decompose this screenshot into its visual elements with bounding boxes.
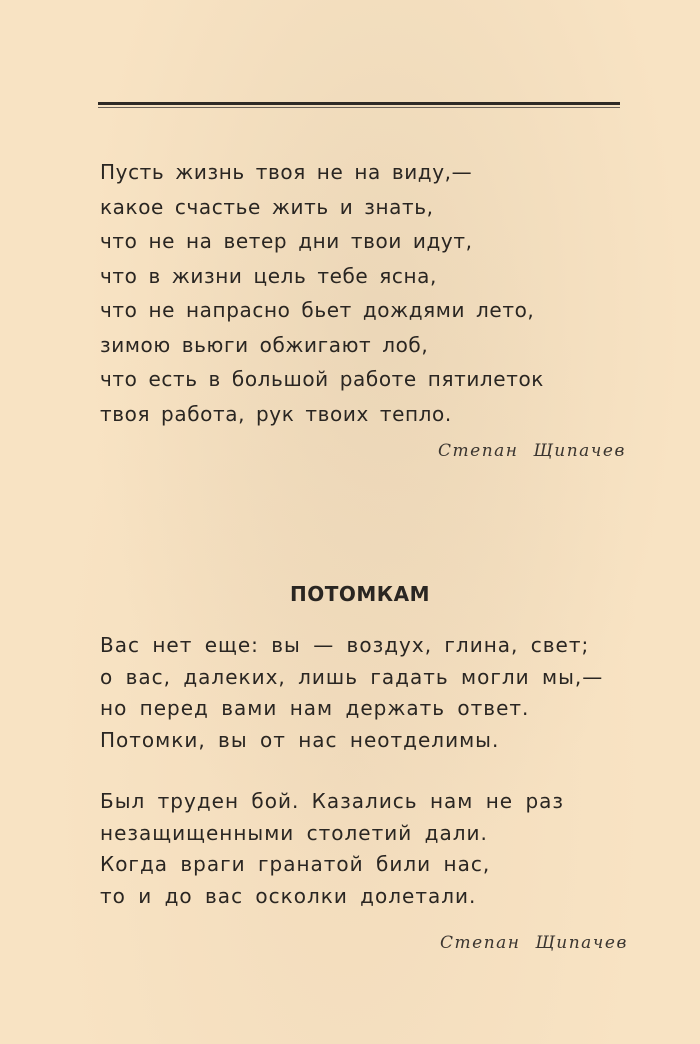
poem-line: что не напрасно бьет дождями лето,: [100, 298, 535, 322]
poem-line: то и до вас осколки долетали.: [100, 883, 477, 908]
poem-line: зимою вьюги обжигают лоб,: [100, 332, 429, 357]
poem-line: что не на ветер дни твои идут,: [100, 229, 473, 253]
author-signature: Степан Щипачев: [438, 441, 626, 461]
poem-2-stanza-2: [100, 786, 564, 912]
poem-line: Потомки, вы от нас неотделимы.: [100, 727, 500, 752]
poem-line: что в жизни цель тебе ясна,: [100, 263, 438, 288]
poem-line: о вас, далеких, лишь гадать могли мы,—: [100, 664, 604, 689]
poem-line: Пусть жизнь твоя не на виду,—: [100, 160, 473, 184]
author-signature: Степан Щипачев: [440, 933, 628, 953]
poem-line: Вас нет еще: вы — воздух, глина, свет;: [100, 633, 590, 657]
poem-line: что есть в большой работе пятилеток: [100, 367, 544, 391]
top-rule: [98, 102, 620, 105]
poem-line: Когда враги гранатой били нас,: [100, 852, 491, 876]
poem-1: [100, 155, 544, 431]
poem-line: какое счастье жить и знать,: [100, 194, 434, 219]
poem-2-stanza-1: [100, 630, 603, 756]
poem-line: Был труден бой. Казались нам не раз: [100, 789, 565, 813]
poem-line: незащищенными столетий дали.: [100, 820, 488, 845]
poem-line: но перед вами нам держать ответ.: [100, 696, 530, 720]
poem-line: твоя работа, рук твоих тепло.: [100, 401, 452, 426]
poem-title: ПОТОМКАМ: [289, 582, 430, 606]
